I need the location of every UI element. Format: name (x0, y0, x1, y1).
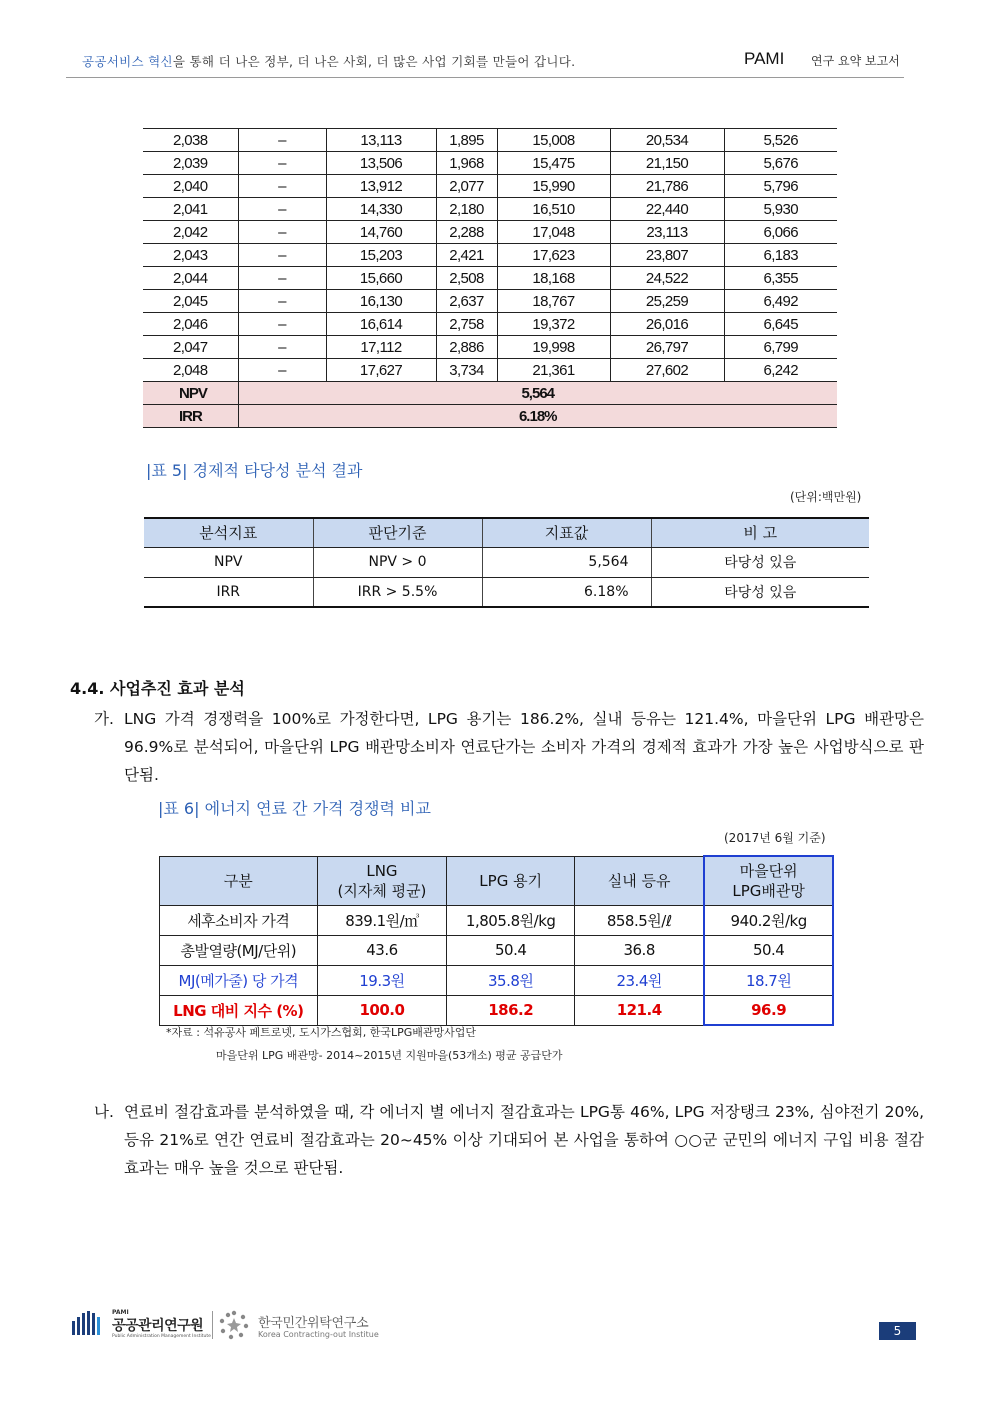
footer-divider (212, 1311, 213, 1339)
table-cell: 15,475 (497, 152, 610, 175)
table-cell: 16,614 (326, 313, 436, 336)
table-cell: 23,113 (610, 221, 724, 244)
table-cell: 19,998 (497, 336, 610, 359)
table-cell: 2,046 (143, 313, 238, 336)
table6-header-pipeline-line2: LPG배관망 (732, 881, 805, 900)
table-cell: 2,637 (436, 290, 497, 313)
table-cell: 5,796 (724, 175, 837, 198)
pami-logo-english: Public Administration Management Institute (112, 1334, 211, 1339)
table6-caption-number: |표 6| (158, 799, 200, 818)
header-slogan (82, 52, 575, 70)
table-cell: 2,508 (436, 267, 497, 290)
table-cell: 13,506 (326, 152, 436, 175)
table6-cell: 1,805.8원/kg (447, 905, 575, 935)
table-cell: – (238, 290, 326, 313)
table6-cell: 100.0 (317, 995, 447, 1025)
table-row (143, 175, 837, 198)
table-cell: 21,786 (610, 175, 724, 198)
table-cell: 15,203 (326, 244, 436, 267)
slogan-rest: 을 통해 더 나은 정부, 더 나은 사회, 더 많은 사업 기회를 만들어 갑니다. (172, 54, 576, 69)
cash-flow-table-body (143, 129, 837, 382)
header-brand: PAMI (744, 49, 785, 68)
table6-caption (158, 796, 431, 819)
table-cell: 27,602 (610, 359, 724, 382)
section-title: 4.4. 사업추진 효과 분석 (70, 679, 245, 698)
table6-cell: 23.4원 (575, 965, 705, 995)
table-row (143, 313, 837, 336)
table-cell: 21,361 (497, 359, 610, 382)
table5-cell: IRR > 5.5% (313, 577, 482, 607)
table-cell: 2,038 (143, 129, 238, 152)
table-cell: 2,048 (143, 359, 238, 382)
table5-cell: NPV (144, 547, 313, 577)
table-cell: 2,288 (436, 221, 497, 244)
table-row (143, 290, 837, 313)
table6-row (160, 905, 834, 935)
table6-header-lpg-cylinder: LPG 용기 (447, 856, 575, 905)
paragraph-b-marker: 나. (94, 1103, 114, 1121)
table-cell: 5,676 (724, 152, 837, 175)
table-cell: – (238, 221, 326, 244)
paragraph-b (94, 1098, 924, 1182)
table-cell: 17,627 (326, 359, 436, 382)
table-cell: 14,330 (326, 198, 436, 221)
table-cell: – (238, 359, 326, 382)
table-cell: – (238, 198, 326, 221)
table-cell: – (238, 313, 326, 336)
table6-cell: 858.5원/ℓ (575, 905, 705, 935)
table-cell: – (238, 244, 326, 267)
table5-caption-number: |표 5| (146, 461, 188, 480)
npv-label: NPV (143, 382, 238, 405)
table-cell: 2,047 (143, 336, 238, 359)
table-cell: 19,372 (497, 313, 610, 336)
table-cell: 2,043 (143, 244, 238, 267)
table6-header-row (160, 856, 834, 905)
slogan-highlight: 공공서비스 혁신 (82, 54, 173, 69)
kcoi-logo (218, 1309, 378, 1343)
table-row (143, 152, 837, 175)
table-cell: 2,886 (436, 336, 497, 359)
table-row (143, 267, 837, 290)
table-cell: 6,355 (724, 267, 837, 290)
table-cell: – (238, 129, 326, 152)
table6-caption-text: 에너지 연료 간 가격 경쟁력 비교 (204, 799, 431, 818)
header-report-title: 연구 요약 보고서 (811, 54, 900, 68)
table6-cell: 839.1원/㎥ (317, 905, 447, 935)
table-cell: 5,930 (724, 198, 837, 221)
table-cell: 25,259 (610, 290, 724, 313)
page-number: 5 (879, 1322, 916, 1340)
table6-body (160, 905, 834, 1025)
table6-cell: 96.9 (704, 995, 833, 1025)
table6-row (160, 935, 834, 965)
table-cell: 2,044 (143, 267, 238, 290)
table5-unit: (단위:백만원) (790, 490, 862, 504)
table5-row (144, 577, 869, 607)
table5-caption-text: 경제적 타당성 분석 결과 (192, 461, 363, 480)
table-cell: 22,440 (610, 198, 724, 221)
table5-row (144, 547, 869, 577)
table5-header: 비 고 (651, 518, 869, 547)
table-row (143, 336, 837, 359)
table-row (143, 198, 837, 221)
irr-row (143, 405, 837, 428)
table6-header-pipeline-line1: 마을단위 (739, 861, 798, 880)
table-cell: – (238, 152, 326, 175)
table6-row-label: MJ(메가줄) 당 가격 (160, 965, 318, 995)
table-cell: 15,990 (497, 175, 610, 198)
table-cell: 16,510 (497, 198, 610, 221)
table6-header-lng-line1: LNG (366, 861, 398, 880)
table6-cell: 50.4 (704, 935, 833, 965)
table-cell: 2,042 (143, 221, 238, 244)
table-cell: – (238, 175, 326, 198)
table-cell: 20,534 (610, 129, 724, 152)
table5-cell: NPV > 0 (313, 547, 482, 577)
table-row (143, 221, 837, 244)
table6-row-label: 총발열량(MJ/단위) (160, 935, 318, 965)
table-cell: 2,758 (436, 313, 497, 336)
table-cell: 17,112 (326, 336, 436, 359)
npv-value: 5,564 (238, 382, 837, 405)
table-cell: 2,180 (436, 198, 497, 221)
table-cell: 2,040 (143, 175, 238, 198)
table5-cell: 5,564 (482, 547, 651, 577)
table-cell: 1,968 (436, 152, 497, 175)
page-header (66, 44, 904, 78)
pami-logo-name: 공공관리연구원 (112, 1318, 204, 1334)
table-cell: 2,039 (143, 152, 238, 175)
kcoi-logo-name: 한국민간위탁연구소 (258, 1316, 369, 1331)
table6-cell: 50.4 (447, 935, 575, 965)
table6-cell: 121.4 (575, 995, 705, 1025)
pami-logo (72, 1309, 212, 1339)
table5-cell: IRR (144, 577, 313, 607)
table6-cell: 19.3원 (317, 965, 447, 995)
table-cell: 1,895 (436, 129, 497, 152)
paragraph-a-text: LNG 가격 경쟁력을 100%로 가정한다면, LPG 용기는 186.2%, 실내 등유는 121.4%, 마을단위 LPG 배관망은 96.9%로 분석되어, 마을단위 LPG 배관망소비자 연료단가는 소비자 가격의 경제적 효과가 가장 높은 사업방식으로 판단됨. (124, 710, 924, 784)
table5-header: 판단기준 (313, 518, 482, 547)
table-row (143, 359, 837, 382)
cash-flow-table (143, 128, 837, 428)
table5-caption (146, 458, 362, 481)
table5-header: 분석지표 (144, 518, 313, 547)
table-row (143, 129, 837, 152)
table5-header: 지표값 (482, 518, 651, 547)
table6-cell: 18.7원 (704, 965, 833, 995)
npv-row (143, 382, 837, 405)
table-cell: 6,799 (724, 336, 837, 359)
table6-header-lng (317, 856, 447, 905)
table-cell: 17,623 (497, 244, 610, 267)
pami-logo-small: PAMI (112, 1309, 129, 1316)
table-cell: 3,734 (436, 359, 497, 382)
table6-cell: 186.2 (447, 995, 575, 1025)
table5-cell: 타당성 있음 (651, 547, 869, 577)
table-cell: 5,526 (724, 129, 837, 152)
table5-cell: 6.18% (482, 577, 651, 607)
paragraph-a-marker: 가. (94, 710, 114, 728)
table6-header-category: 구분 (160, 856, 318, 905)
table5-cell: 타당성 있음 (651, 577, 869, 607)
table-cell: 2,045 (143, 290, 238, 313)
table-cell: 6,645 (724, 313, 837, 336)
table-cell: – (238, 336, 326, 359)
table-cell: 23,807 (610, 244, 724, 267)
table-cell: 6,183 (724, 244, 837, 267)
table-cell: 14,760 (326, 221, 436, 244)
paragraph-a (94, 705, 924, 789)
table-cell: 18,168 (497, 267, 610, 290)
table-row (143, 244, 837, 267)
table6-cell: 36.8 (575, 935, 705, 965)
table-cell: 13,912 (326, 175, 436, 198)
kcoi-star-icon (218, 1309, 250, 1341)
table-cell: 26,016 (610, 313, 724, 336)
table6-header-lpg-pipeline (704, 856, 833, 905)
table-cell: 6,242 (724, 359, 837, 382)
table6-source-note: *자료 : 석유공사 페트로넷, 도시가스협회, 한국LPG배관망사업단 (166, 1026, 476, 1039)
pami-logo-bars-icon (72, 1311, 102, 1335)
table-cell: 26,797 (610, 336, 724, 359)
table6-cell: 35.8원 (447, 965, 575, 995)
table-cell: 6,066 (724, 221, 837, 244)
paragraph-b-text: 연료비 절감효과를 분석하였을 때, 각 에너지 별 에너지 절감효과는 LPG통 46%, LPG 저장탱크 23%, 심야전기 20%, 등유 21%로 연간 연료비 절감효과는 20~45% 이상 기대되어 본 사업을 통하여 ○○군 군민의 에너지 구입 비용 절감 효과는 매우 높을 것으로 판단됨. (124, 1103, 924, 1177)
energy-price-comparison-table (159, 855, 834, 1026)
table6-cell: 940.2원/kg (704, 905, 833, 935)
table-cell: 18,767 (497, 290, 610, 313)
table6-row-label: LNG 대비 지수 (%) (160, 995, 318, 1025)
table-cell: 6,492 (724, 290, 837, 313)
table5-header-row (144, 518, 869, 547)
table-cell: 21,150 (610, 152, 724, 175)
table6-cell: 43.6 (317, 935, 447, 965)
table-cell: 2,041 (143, 198, 238, 221)
irr-value: 6.18% (238, 405, 837, 428)
table6-header-lng-line2: (지자체 평균) (337, 881, 427, 900)
table6-row-label: 세후소비자 가격 (160, 905, 318, 935)
table-cell: 24,522 (610, 267, 724, 290)
table-cell: 2,077 (436, 175, 497, 198)
table6-row (160, 995, 834, 1025)
table6-row (160, 965, 834, 995)
table6-pipeline-note: 마을단위 LPG 배관망- 2014~2015년 지원마을(53개소) 평균 공급단가 (216, 1049, 563, 1062)
table6-unit: (2017년 6월 기준) (724, 831, 826, 845)
table-cell: 15,008 (497, 129, 610, 152)
table-cell: 2,421 (436, 244, 497, 267)
table-cell: 16,130 (326, 290, 436, 313)
irr-label: IRR (143, 405, 238, 428)
table-cell: 17,048 (497, 221, 610, 244)
table6-header-kerosene: 실내 등유 (575, 856, 705, 905)
kcoi-logo-english: Korea Contracting-out Institue (258, 1330, 379, 1339)
table-cell: 13,113 (326, 129, 436, 152)
table-cell: 15,660 (326, 267, 436, 290)
economic-feasibility-table (144, 517, 869, 608)
table-cell: – (238, 267, 326, 290)
